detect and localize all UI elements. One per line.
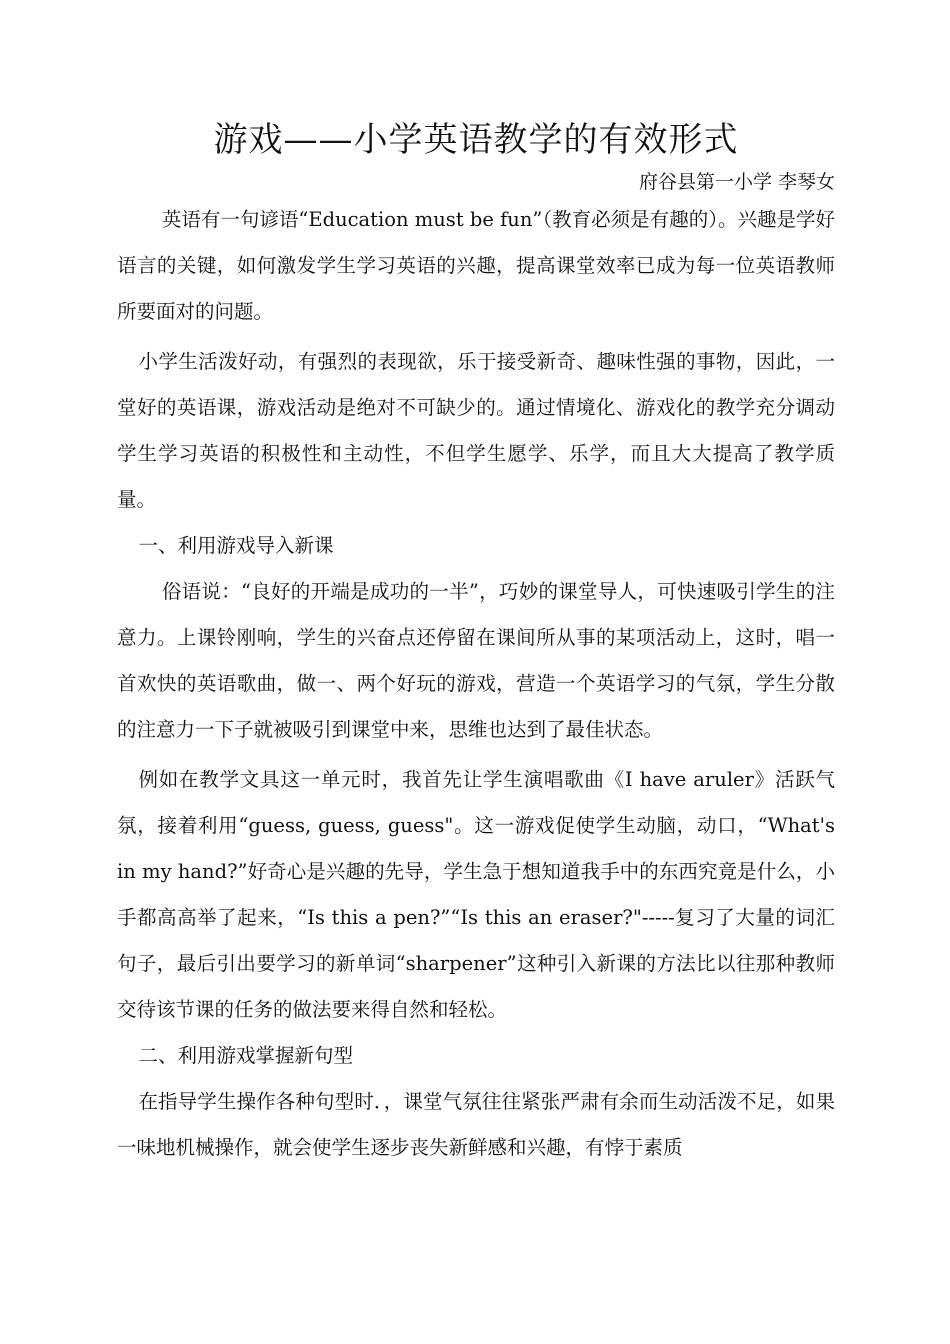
paragraph-section2-intro: 在指导学生操作各种句型时．，课堂气氛往往紧张严肃有余而生动活泼不足，如果一味地机械操作，就会使学生逐步丧失新鲜感和兴趣，有悖于素质 xyxy=(117,1090,835,1159)
section-heading-1: 一、利用游戏导入新课 xyxy=(138,534,334,557)
paragraph-characteristics: 小学生活泼好动，有强烈的表现欲，乐于接受新奇、趣味性强的事物，因此，一堂好的英语课，游戏活动是绝对不可缺少的。通过情境化、游戏化的教学充分调动学生学习英语的积极性和主动性，不但学生愿学、乐学，而且大大提高了教学质量。 xyxy=(117,350,835,511)
section-heading-2: 二、利用游戏掌握新句型 xyxy=(138,1044,353,1067)
paragraph-section1-example: 例如在教学文具这一单元时，我首先让学生演唱歌曲《I have aruler》活跃气氛，接着利用“guess, guess, guess"。这一游戏促使学生动脑，动口，“What's in my hand?”好奇心是兴趣的先导，学生急于想知道我手中的东西究竟是什么，小手都高高举了起来，“Is this a pen?”“Is this an eraser?"-----复习了大量的词汇句子，最后引出要学习的新单词“sharpener”这种引入新课的方法比以往那种教师交待该节课的任务的做法要来得自然和轻松。 xyxy=(117,768,835,1021)
author-line: 府谷县第一小学 李琴女 xyxy=(638,171,835,193)
paragraph-intro: 英语有一句谚语“Education must be fun”（教育必须是有趣的）。兴趣是学好语言的关键，如何激发学生学习英语的兴趣，提高课堂效率已成为每一位英语教师所要面对的问题。 xyxy=(117,208,835,323)
paragraph-section1-intro: 俗语说：“良好的开端是成功的一半”，巧妙的课堂导人，可快速吸引学生的注意力。上课铃刚响，学生的兴奋点还停留在课间所从事的某项活动上，这时，唱一首欢快的英语歌曲，做一、两个好玩的游戏，营造一个英语学习的气氛，学生分散的注意力一下子就被吸引到课堂中来，思维也达到了最佳状态。 xyxy=(117,580,835,741)
document-page xyxy=(117,115,835,1171)
document-title: 游戏——小学英语教学的有效形式 xyxy=(213,120,739,160)
